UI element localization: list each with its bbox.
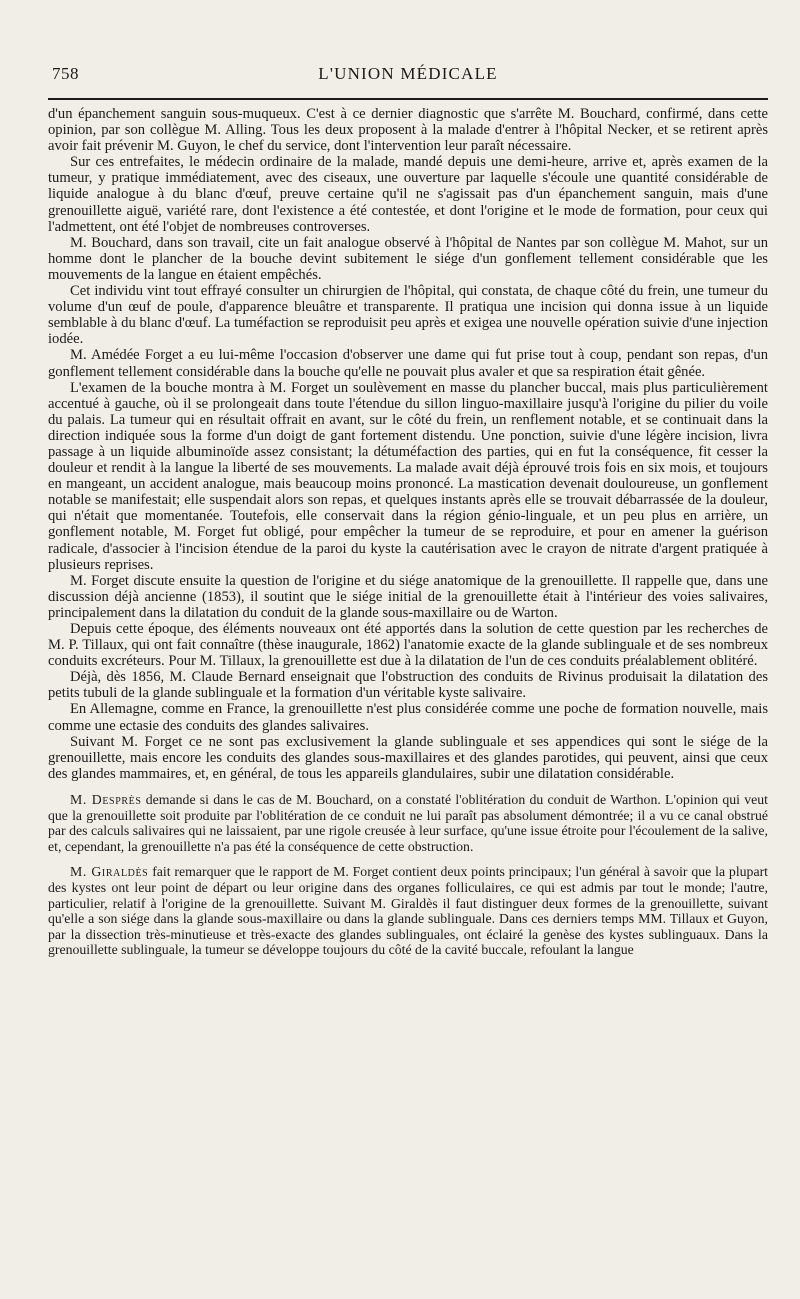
- discussion-text: fait remarquer que le rapport de M. Forget contient deux points principaux; l'un général à savoir que la plupart des kystes ont leur point de départ ou leur origine dans des organes folliculaires, ce qui est admis par tout le monde; l'autre, particulier, relatif à l'origine de la grenouillette. Suivant M. Giraldès il faut distinguer deux formes de la grenouillette, suivant qu'elle a son siége dans la glande sous-maxillaire ou dans la glande sublinguale. Dans ces derniers temps MM. Tillaux et Guyon, par la dissection très-minutieuse et très-exacte des glandes sublinguales, ont éclairé la genèse des kystes sublinguaux. Dans la grenouillette sublinguale, la tumeur se développe toujours du côté de la cavité buccale, refoulant la langue: [48, 864, 768, 958]
- paragraph: L'examen de la bouche montra à M. Forget un soulèvement en masse du plancher buccal, mais plus particulièrement accentué à gauche, où il se prolongeait dans toute l'étendue du sillon linguo-maxillaire jusqu'à l'origine du pilier du voile du palais. La tumeur qui en résultait offrait en avant, sur le côté du frein, un renflement notable, et se continuait dans la direction indiquée sous la forme d'un doigt de gant fortement distendu. Une ponction, suivie d'une légère incision, livra passage à un liquide albuminoïde assez consistant; la détuméfaction des parties, qui en fut la conséquence, fit cesser la douleur et rendit à la langue la liberté de ses mouvements. La malade avait déjà éprouvé trois fois en six mois, et toujours en mangeant, un accident analogue, mais beaucoup moins prononcé. La mastication devenait douloureuse, un gonflement notable se manifestait; elle suspendait alors son repas, et quelques instants après elle se trouvait débarrassée de la douleur, qui n'était que momentanée. Toutefois, elle conservait dans la région génio-linguale, et un peu plus en arrière, un gonflement notable, M. Forget fut obligé, pour empêcher la tumeur de se reproduire, et pour en amener la guérison radicale, d'associer à l'incision étendue de la paroi du kyste la cautérisation avec le crayon de nitrate d'argent pratiquée à plusieurs reprises.: [48, 379, 768, 573]
- discussion-section: [48, 792, 768, 958]
- paragraph: M. Bouchard, dans son travail, cite un fait analogue observé à l'hôpital de Nantes par son collègue M. Mahot, sur un homme dont le plancher de la bouche devint subitement le siége d'un gonflement tellement considérable que les mouvements de la langue en étaient empêchés.: [48, 234, 768, 283]
- speaker-name: M. Desprès: [70, 791, 142, 807]
- main-text: [48, 106, 768, 782]
- paragraph: Suivant M. Forget ce ne sont pas exclusivement la glande sublinguale et ses appendices qui sont le siége de la grenouillette, mais encore les conduits des glandes sous-maxillaires et des glandes parotides, qui peuvent, ainsi que ceux des glandes mammaires, et, en général, de tous les appareils glandulaires, subir une dilatation considérable.: [48, 733, 768, 782]
- discussion-paragraph: [48, 864, 768, 958]
- speaker-name: M. Giraldès: [70, 864, 149, 880]
- page-header: [48, 58, 768, 88]
- header-rule: [48, 98, 768, 100]
- paragraph: M. Forget discute ensuite la question de l'origine et du siége anatomique de la grenouillette. Il rappelle que, dans une discussion déjà ancienne (1853), il soutint que le siége initial de la grenouillette était à l'intérieur des voies salivaires, principalement dans la dilatation du conduit de la glande sous-maxillaire ou de Warton.: [48, 572, 768, 621]
- page-number: 758: [52, 64, 79, 83]
- paragraph: En Allemagne, comme en France, la grenouillette n'est plus considérée comme une poche de formation nouvelle, mais comme une ectasie des conduits des glandes salivaires.: [48, 701, 768, 734]
- discussion-paragraph: [48, 792, 768, 854]
- discussion-text: demande si dans le cas de M. Bouchard, on a constaté l'oblitération du conduit de Warthon. L'opinion qui veut que la grenouillette soit produite par l'oblitération de ce conduit ne lui paraît pas absolument démontrée; il a vu ce canal obstrué par des calculs salivaires qui ne laissaient, par une rigole creusée à leur surface, qu'une issue étroite pour l'écoulement de la salive, et, cependant, la grenouillette n'a pas été la conséquence de cette obstruction.: [48, 791, 768, 854]
- section-spacer: [48, 782, 768, 792]
- paragraph: Sur ces entrefaites, le médecin ordinaire de la malade, mandé depuis une demi-heure, arrive et, après examen de la tumeur, y pratique immédiatement, avec des ciseaux, une ouverture par laquelle s'écoule une quantité considérable de liquide analogue à du blanc d'œuf, preuve certaine qu'il ne s'agissait pas d'un épanchement sanguin, mais d'une grenouillette aiguë, variété rare, dont l'existence a été contestée, et dont l'origine et le mode de formation, pour ceux qui l'admettent, ont été l'objet de nombreuses controverses.: [48, 154, 768, 235]
- running-title: L'UNION MÉDICALE: [318, 64, 498, 83]
- paragraph: d'un épanchement sanguin sous-muqueux. C'est à ce dernier diagnostic que s'arrête M. Bouchard, confirmé, dans cette opinion, par son collègue M. Alling. Tous les deux proposent à la malade d'entrer à l'hôpital Necker, et se retirent après avoir fait prévenir M. Guyon, le chef du service, dont l'intervention leur paraît nécessaire.: [48, 106, 768, 155]
- paragraph: Cet individu vint tout effrayé consulter un chirurgien de l'hôpital, qui constata, de chaque côté du frein, une tumeur du volume d'un œuf de poule, d'apparence bleuâtre et transparente. Il pratiqua une incision qui donna issue à un liquide semblable à du blanc d'œuf. La tuméfaction se reproduisit peu après et exigea une nouvelle opération suivie d'une injection iodée.: [48, 283, 768, 348]
- paragraph: Depuis cette époque, des éléments nouveaux ont été apportés dans la solution de cette question par les recherches de M. P. Tillaux, qui ont fait connaître (thèse inaugurale, 1862) l'anatomie exacte de la glande sublinguale et de ses nombreux conduits excréteurs. Pour M. Tillaux, la grenouillette est due à la dilatation de l'un de ces conduits préalablement oblitéré.: [48, 621, 768, 670]
- paragraph: Déjà, dès 1856, M. Claude Bernard enseignait que l'obstruction des conduits de Rivinus produisait la dilatation des petits tubuli de la glande sublinguale et la formation d'un véritable kyste salivaire.: [48, 669, 768, 702]
- paragraph: M. Amédée Forget a eu lui-même l'occasion d'observer une dame qui fut prise tout à coup, pendant son repas, d'un gonflement tellement considérable dans la bouche qu'elle ne pouvait plus avaler et que sa respiration était gênée.: [48, 347, 768, 380]
